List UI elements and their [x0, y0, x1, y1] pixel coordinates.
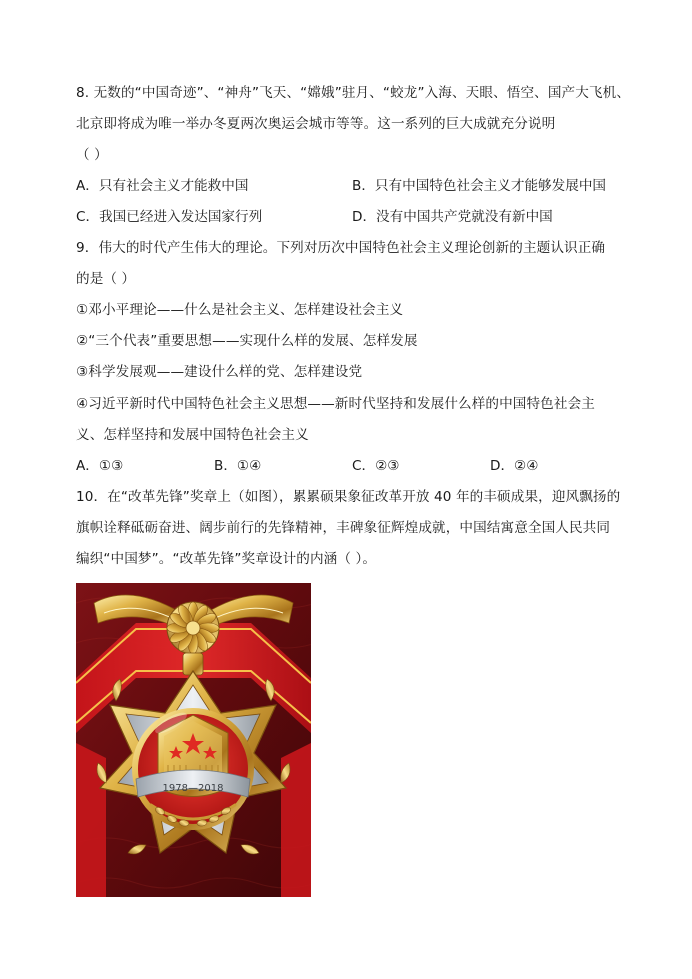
q8-option-c: C．我国已经进入发达国家行列: [76, 209, 263, 225]
q9-item-4-line-1: ④习近平新时代中国特色社会主义思想——新时代坚持和发展什么样的中国特色社会主: [76, 396, 595, 412]
q8-stem-line-3: （ ）: [76, 147, 108, 163]
q9-stem-line-1: 9．伟大的时代产生伟大的理论。下列对历次中国特色社会主义理论创新的主题认识正确: [76, 240, 606, 256]
q9-item-2: ②“三个代表”重要思想——实现什么样的发展、怎样发展: [76, 333, 418, 349]
q9-option-a: A．①③: [76, 458, 124, 474]
q10-stem-line-3: 编织“中国梦”。“改革先锋”奖章设计的内涵（ ）。: [76, 551, 377, 567]
q9-option-d: D．②④: [490, 458, 539, 474]
medal-date-text: 1978—2018: [162, 783, 224, 794]
q9-item-4-line-2: 义、怎样坚持和发展中国特色社会主义: [76, 427, 309, 443]
q9-item-1: ①邓小平理论——什么是社会主义、怎样建设社会主义: [76, 302, 404, 318]
q8-option-b: B．只有中国特色社会主义才能够发展中国: [352, 178, 607, 194]
q9-option-c: C．②③: [352, 458, 400, 474]
q8-option-d: D．没有中国共产党就没有新中国: [352, 209, 553, 225]
q9-item-3: ③科学发展观——建设什么样的党、怎样建设党: [76, 364, 363, 380]
q8-stem-line-1: 8. 无数的“中国奇迹”、“神舟”飞天、“嫦娥”驻月、“蛟龙”入海、天眼、悟空、国产大飞机、: [76, 85, 631, 101]
q10-stem-line-2: 旗帜诠释砥砺奋进、阔步前行的先锋精神，丰碑象征辉煌成就，中国结寓意全国人民共同: [76, 520, 611, 536]
q8-option-a: A．只有社会主义才能救中国: [76, 178, 249, 194]
q8-stem-line-2: 北京即将成为唯一举办冬夏两次奥运会城市等等。这一系列的巨大成就充分说明: [76, 116, 556, 132]
q9-stem-line-2: 的是（ ）: [76, 271, 136, 287]
reform-pioneer-medal-photo: [76, 583, 311, 897]
q10-stem-line-1: 10．在“改革先锋”奖章上（如图），累累硕果象征改革开放 40 年的丰硕成果，迎风飘扬的: [76, 489, 621, 505]
q9-option-b: B．①④: [214, 458, 262, 474]
